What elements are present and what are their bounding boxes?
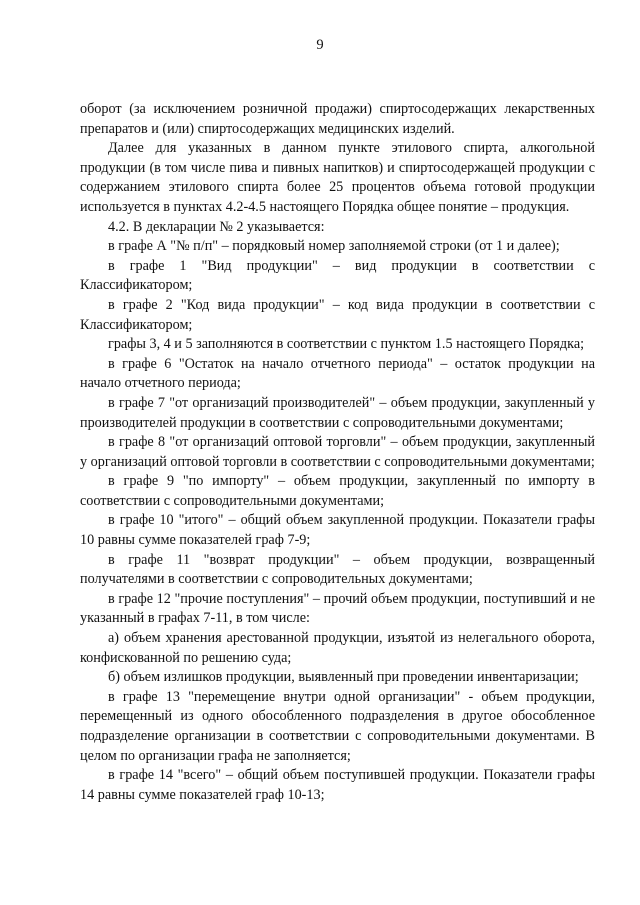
paragraph-column-10: в графе 10 "итого" – общий объем закупленной продукции. Показатели графы 10 равны сумме показателей граф 7-9; [80, 512, 595, 549]
paragraph-column-8: в графе 8 "от организаций оптовой торговли" – объем продукции, закупленный у организаций оптовой торговли в соответствии с сопроводительными документами; [80, 434, 595, 470]
paragraph-section-heading: 4.2. В декларации № 2 указывается: [108, 218, 325, 235]
page-number: 9 [316, 37, 324, 53]
paragraph-column-14: в графе 14 "всего" – общий объем поступившей продукции. Показатели графы 14 равны сумме показателей граф 10-13; [80, 767, 595, 803]
paragraph-column-11: в графе 11 "возврат продукции" – объем продукции, возвращенный получателями в соответствии с сопроводительных документами; [80, 551, 595, 588]
paragraph-column-9: в графе 9 "по импорту" – объем продукции, закупленный по импорту в соответствии с сопроводительными документами; [80, 473, 595, 509]
paragraph-column-7: в графе 7 "от организаций производителей" – объем продукции, закупленный у производителей продукции в соответствии с сопроводительными документами; [80, 394, 595, 431]
paragraph-column-1: в графе 1 "Вид продукции" – вид продукции в соответствии с Классификатором; [80, 257, 595, 294]
paragraph-column-a: в графе А "№ п/п" – порядковый номер заполняемой строки (от 1 и далее); [108, 238, 560, 255]
paragraph-columns-3-5: графы 3, 4 и 5 заполняются в соответствии с пунктом 1.5 настоящего Порядка; [108, 336, 585, 353]
paragraph-item-b: б) объем излишков продукции, выявленный при проведении инвентаризации; [108, 669, 579, 686]
paragraph-turnover-continuation: оборот (за исключением розничной продажи) спиртосодержащих лекарственных препаратов и (или) спиртосодержащих медицинских изделий. [80, 101, 595, 137]
paragraph-item-a: а) объем хранения арестованной продукции, изъятой из нелегального оборота, конфискованной по решению суда; [80, 630, 595, 666]
paragraph-column-6: в графе 6 "Остаток на начало отчетного периода" – остаток продукции на начало отчетного периода; [80, 355, 595, 392]
paragraph-column-2: в графе 2 "Код вида продукции" – код вида продукции в соответствии с Классификатором; [80, 296, 595, 333]
paragraph-column-13: в графе 13 "перемещение внутри одной организации" - объем продукции, перемещенный из одного обособленного подразделения в другое обособленное подразделение организации в соответствии с сопроводительными документами. В целом по организации графа не заполняется; [80, 688, 595, 764]
paragraph-product-definition: Далее для указанных в данном пункте этилового спирта, алкогольной продукции (в том числе пива и пивных напитков) и спиртосодержащей продукции с содержанием этилового спирта более 25 процентов объема готовой продукции используется в пунктах 4.2-4.5 настоящего Порядка общее понятие – продукция. [80, 140, 595, 215]
paragraph-column-12: в графе 12 "прочие поступления" – прочий объем продукции, поступивший и не указанный в графах 7-11, в том числе: [80, 590, 595, 627]
document-body [80, 100, 595, 805]
